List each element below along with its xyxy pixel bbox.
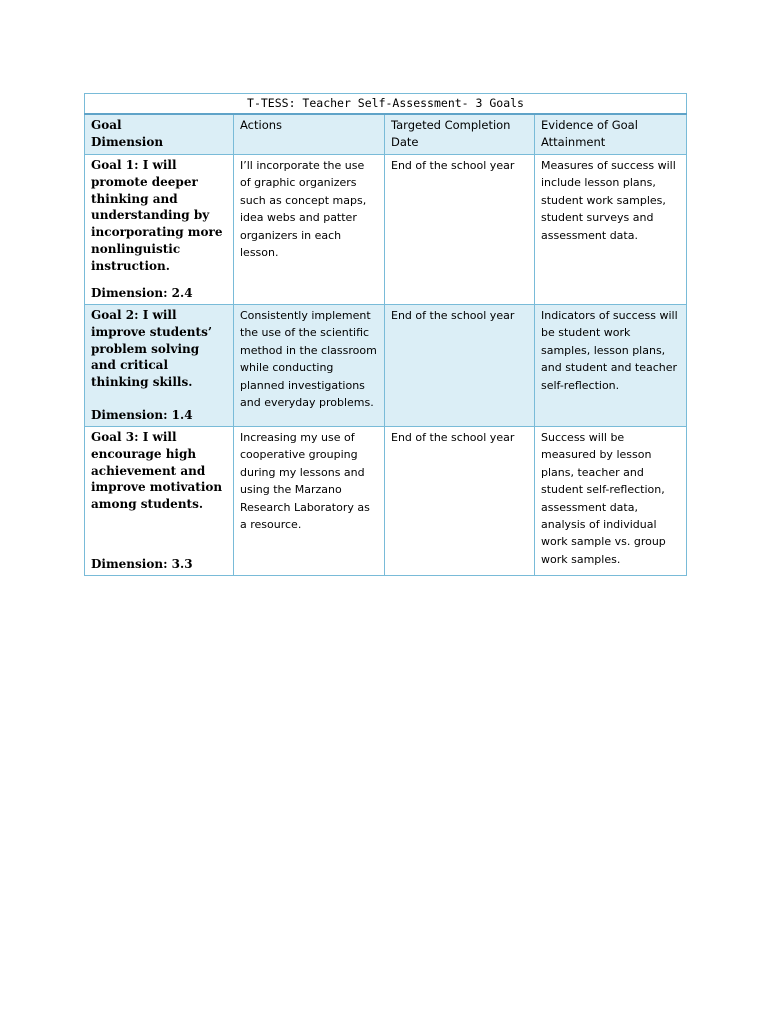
completion-cell: End of the school year bbox=[385, 427, 535, 576]
goal-text: Goal 1: I will promote deeper thinking and understanding by incorporating more nonlinguistic instruction. bbox=[91, 158, 223, 273]
table-row bbox=[85, 305, 687, 427]
goal-text: Goal 2: I will improve students’ problem solving and critical thinking skills. bbox=[91, 308, 213, 390]
goal-cell bbox=[85, 427, 234, 576]
table-row bbox=[85, 155, 687, 305]
completion-header-label: Targeted Completion bbox=[391, 118, 511, 132]
actions-header-label: Actions bbox=[240, 118, 283, 132]
completion-header bbox=[385, 114, 535, 155]
evidence-header bbox=[535, 114, 687, 155]
evidence-header-label: Evidence of Goal bbox=[541, 118, 638, 132]
dimension-text: Dimension: 1.4 bbox=[91, 408, 193, 423]
completion-cell: End of the school year bbox=[385, 305, 535, 427]
evidence-header-label-2: Attainment bbox=[541, 135, 606, 149]
evidence-cell: Measures of success will include lesson plans, student work samples, student surveys and assessment data. bbox=[535, 155, 687, 305]
completion-cell: End of the school year bbox=[385, 155, 535, 305]
actions-header bbox=[234, 114, 385, 155]
actions-cell: Increasing my use of cooperative grouping during my lessons and using the Marzano Research Laboratory as a resource. bbox=[234, 427, 385, 576]
evidence-cell: Success will be measured by lesson plans, teacher and student self-reflection, assessment data, analysis of individual work sample vs. group work samples. bbox=[535, 427, 687, 576]
goal-header-label: Goal bbox=[91, 118, 122, 132]
table-row bbox=[85, 427, 687, 576]
dimension-header-label: Dimension bbox=[91, 135, 164, 149]
dimension-text: Dimension: 3.3 bbox=[91, 557, 193, 572]
goal-cell bbox=[85, 305, 234, 427]
evidence-cell: Indicators of success will be student work samples, lesson plans, and student and teacher self-reflection. bbox=[535, 305, 687, 427]
completion-header-label-2: Date bbox=[391, 135, 419, 149]
title-row bbox=[85, 94, 687, 115]
dimension-text: Dimension: 2.4 bbox=[91, 286, 193, 301]
goals-table bbox=[84, 93, 687, 576]
actions-cell: Consistently implement the use of the scientific method in the classroom while conducting planned investigations and everyday problems. bbox=[234, 305, 385, 427]
header-row bbox=[85, 114, 687, 155]
goal-text: Goal 3: I will encourage high achievement and improve motivation among students. bbox=[91, 430, 223, 512]
actions-cell: I’ll incorporate the use of graphic organizers such as concept maps, idea webs and patter organizers in each lesson. bbox=[234, 155, 385, 305]
table-title: T-TESS: Teacher Self-Assessment- 3 Goals bbox=[85, 94, 687, 115]
goal-cell bbox=[85, 155, 234, 305]
goal-dimension-header bbox=[85, 114, 234, 155]
